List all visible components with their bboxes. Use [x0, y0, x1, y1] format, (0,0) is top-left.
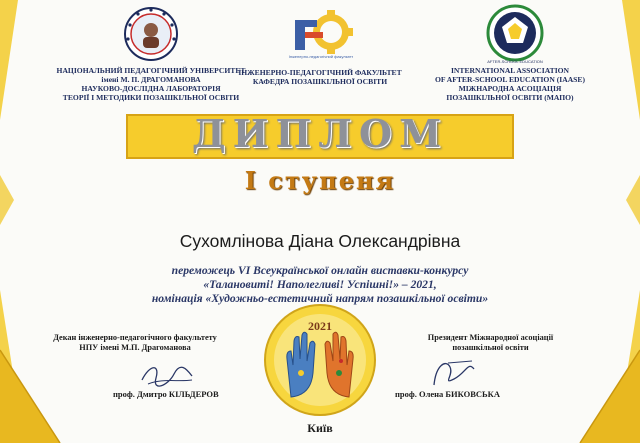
- award-description-line: «Талановиті! Наполегливі! Успішні!» – 2021,: [203, 278, 437, 291]
- header-faculty-line: ІНЖЕНЕРНО-ПЕДАГОГІЧНИЙ ФАКУЛЬТЕТ: [238, 68, 402, 77]
- header-association-line: INTERNATIONAL ASSOCIATION: [450, 66, 570, 75]
- header-university-block: [48, 66, 254, 102]
- header-association-block: [430, 66, 590, 102]
- dean-signature: [138, 360, 196, 390]
- emblem-year: 2021: [308, 319, 332, 333]
- header-university-line: ТЕОРІЇ І МЕТОДИКИ ПОЗАШКІЛЬНОЇ ОСВІТИ: [62, 93, 240, 102]
- dean-title: [40, 333, 230, 353]
- header-university-line: НАУКОВО-ДОСЛІДНА ЛАБОРАТОРІЯ: [81, 84, 221, 93]
- hands-emblem-icon: [261, 303, 379, 417]
- president-signature: [428, 355, 480, 391]
- header-association-line: МІЖНАРОДНА АСОЦІАЦІЯ: [458, 84, 562, 93]
- university-seal-emblem-icon: [119, 6, 183, 62]
- award-description-line: номінація «Художньо-естетичний напрям позашкільної освіти»: [151, 292, 489, 305]
- faculty-logo-caption: Інженерно-педагогічний факультет: [289, 54, 353, 59]
- recipient-name: Сухомлінова Діана Олександрівна: [179, 231, 461, 251]
- president-title: [408, 333, 573, 353]
- president-title-line: Президент Міжнародної асоціації: [427, 333, 554, 342]
- award-description-line: переможець VI Всеукраїнської онлайн виставки-конкурсу: [171, 264, 469, 277]
- faculty-gear-logo-icon: [289, 8, 353, 62]
- dean-title-line: Декан інженерно-педагогічного факультету: [53, 333, 217, 342]
- header-university-line: НАЦІОНАЛЬНИЙ ПЕДАГОГІЧНИЙ УНІВЕРСИТЕТ: [56, 66, 246, 75]
- header-association-line: OF AFTER-SCHOOL EDUCATION (IAASE): [435, 75, 585, 84]
- association-logo-caption: AFTER-SCHOOL EDUCATION: [487, 59, 543, 64]
- diploma-degree: І ступеня: [244, 166, 396, 195]
- dean-name: проф. Дмитро КІЛЬДЕРОВ: [113, 389, 219, 399]
- header-university-line: імені М. П. ДРАГОМАНОВА: [101, 75, 201, 84]
- diploma-title: ДИПЛОМ: [191, 111, 449, 156]
- city: Київ: [307, 421, 333, 435]
- president-title-line: позашкільної освіти: [452, 343, 529, 352]
- association-shield-emblem-icon: [486, 3, 544, 65]
- dean-title-line: НПУ імені М.П. Драгоманова: [79, 343, 191, 352]
- header-association-line: ПОЗАШКІЛЬНОЇ ОСВІТИ (МАПО): [446, 93, 574, 102]
- president-name: проф. Олена БИКОВСЬКА: [395, 389, 500, 399]
- award-description: [80, 264, 560, 306]
- header-faculty-line: КАФЕДРА ПОЗАШКІЛЬНОЇ ОСВІТИ: [252, 77, 388, 86]
- header-faculty-block: [230, 68, 410, 86]
